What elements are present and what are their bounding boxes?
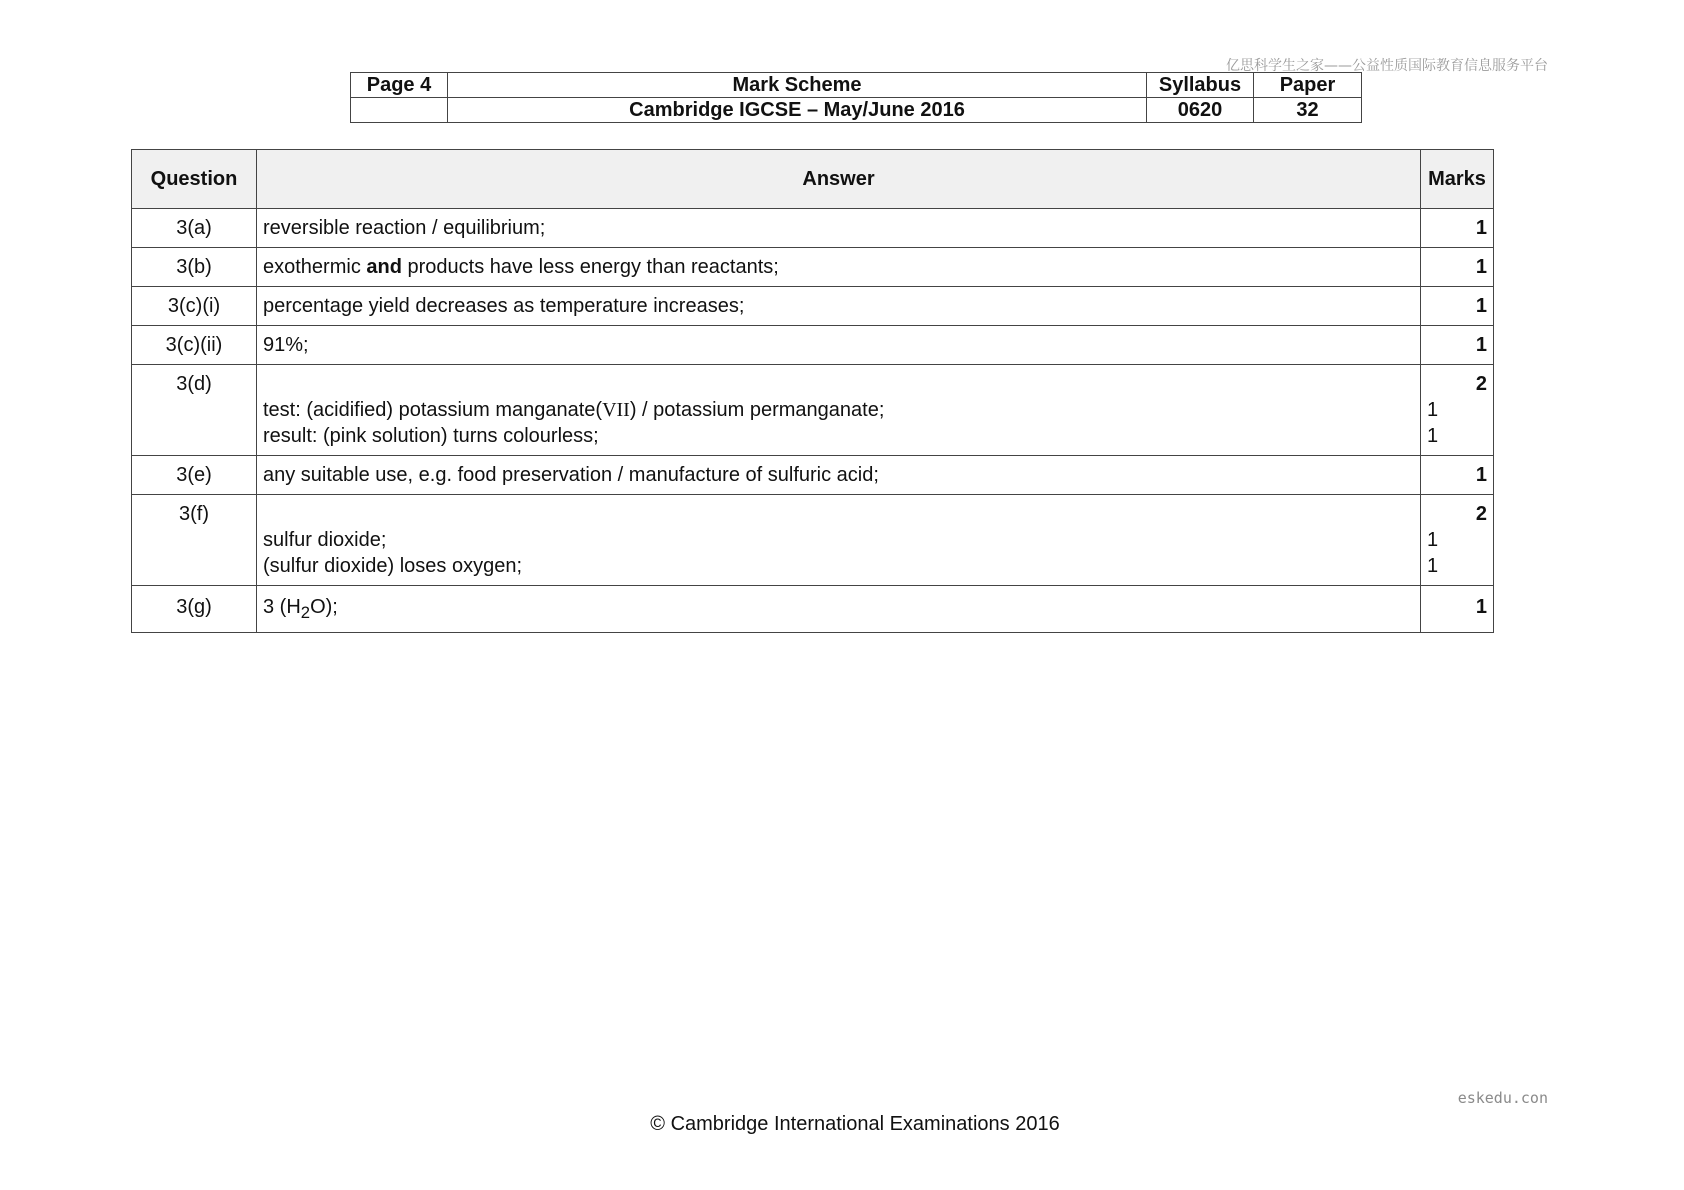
answer-line: (sulfur dioxide) loses oxygen; bbox=[263, 555, 523, 577]
answer-text-part: products have less energy than reactants; bbox=[401, 256, 779, 278]
empty-cell bbox=[351, 98, 448, 123]
document-title: Mark Scheme bbox=[448, 73, 1147, 98]
watermark-bottom: eskedu.con bbox=[1457, 1089, 1548, 1107]
copyright-footer: © Cambridge International Examinations 2016 bbox=[650, 1113, 1060, 1135]
question-number: 3(b) bbox=[132, 248, 257, 287]
question-number: 3(a) bbox=[132, 209, 257, 248]
table-row bbox=[132, 365, 1494, 456]
question-number: 3(e) bbox=[132, 456, 257, 495]
marks-value: 1 bbox=[1421, 287, 1494, 326]
table-header-row bbox=[132, 150, 1494, 209]
question-number: 3(c)(ii) bbox=[132, 326, 257, 365]
answer-text: any suitable use, e.g. food preservation / manufacture of sulfuric acid; bbox=[257, 456, 1421, 495]
answer-line: test: (acidified) potassium manganate(VII) / potassium permanganate; bbox=[263, 399, 885, 421]
watermark-top: 亿思科学生之家——公益性质国际教育信息服务平台 bbox=[1226, 58, 1548, 74]
table-row bbox=[132, 495, 1494, 586]
sub-mark: 1 bbox=[1427, 425, 1439, 447]
sub-mark: 1 bbox=[1427, 555, 1439, 577]
table-row bbox=[132, 287, 1494, 326]
question-number: 3(g) bbox=[132, 586, 257, 633]
marks-value: 1 bbox=[1421, 586, 1494, 633]
sub-mark: 1 bbox=[1427, 399, 1439, 421]
table-row bbox=[132, 209, 1494, 248]
roman-numeral: VII bbox=[602, 399, 630, 421]
table-row bbox=[132, 586, 1494, 633]
subscript: 2 bbox=[300, 603, 311, 622]
mark-scheme-table bbox=[131, 149, 1494, 633]
answer-text: 3 $(H_2O)$; bbox=[257, 586, 1421, 633]
marks-value: 1 bbox=[1421, 248, 1494, 287]
answer-header: Answer bbox=[257, 150, 1421, 209]
answer-text-part: exothermic bbox=[263, 256, 367, 278]
table-row bbox=[132, 326, 1494, 365]
marks-value: 1 bbox=[1421, 456, 1494, 495]
question-header: Question bbox=[132, 150, 257, 209]
document-subtitle: Cambridge IGCSE – May/June 2016 bbox=[448, 98, 1147, 123]
marks-header: Marks bbox=[1421, 150, 1494, 209]
answer-bold-word: and bbox=[366, 256, 402, 278]
question-number: 3(f) bbox=[132, 495, 257, 586]
answer-text bbox=[257, 365, 1421, 456]
marks-value: 2 1 1 bbox=[1421, 495, 1494, 586]
answer-text: percentage yield decreases as temperature increases; bbox=[257, 287, 1421, 326]
question-number: 3(d) bbox=[132, 365, 257, 456]
marks-value: 1 bbox=[1421, 326, 1494, 365]
paper-value: 32 bbox=[1254, 98, 1362, 123]
marks-value: 1 bbox=[1421, 209, 1494, 248]
page-header-table bbox=[350, 72, 1362, 123]
answer-text: reversible reaction / equilibrium; bbox=[257, 209, 1421, 248]
paper-label: Paper bbox=[1254, 73, 1362, 98]
answer-text: 91%; bbox=[257, 326, 1421, 365]
table-row bbox=[132, 456, 1494, 495]
table-row bbox=[132, 248, 1494, 287]
marks-value: 2 1 1 bbox=[1421, 365, 1494, 456]
syllabus-label: Syllabus bbox=[1147, 73, 1254, 98]
answer-line: sulfur dioxide; bbox=[263, 529, 387, 551]
answer-line: result: (pink solution) turns colourless; bbox=[263, 425, 599, 447]
question-number: 3(c)(i) bbox=[132, 287, 257, 326]
sub-mark: 1 bbox=[1427, 529, 1439, 551]
page-number: Page 4 bbox=[351, 73, 448, 98]
answer-text bbox=[257, 248, 1421, 287]
answer-text bbox=[257, 495, 1421, 586]
syllabus-value: 0620 bbox=[1147, 98, 1254, 123]
